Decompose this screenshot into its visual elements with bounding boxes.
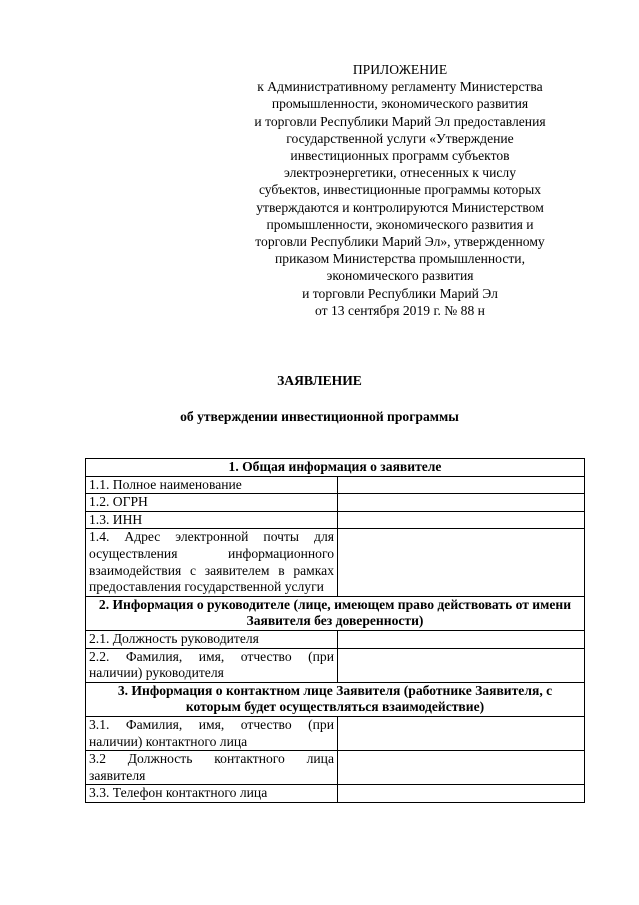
appendix-heading: ПРИЛОЖЕНИЕ [352, 62, 448, 77]
table-row [86, 751, 585, 785]
field-value-ogrn[interactable] [338, 494, 585, 512]
appendix-line: промышленности, экономического развития [271, 96, 529, 112]
appendix-line: экономического развития [326, 268, 474, 284]
appendix-block [226, 61, 574, 319]
section-header-row [86, 459, 585, 477]
field-label-contact-position: 3.2 Должность контактного лица заявителя [86, 751, 338, 785]
section-1-title: 1. Общая информация о заявителе [86, 459, 585, 477]
appendix-line: государственной услуги «Утверждение [286, 130, 514, 146]
appendix-line: утверждаются и контролируются Министерством [256, 199, 544, 215]
field-value-inn[interactable] [338, 511, 585, 529]
field-value-head-position[interactable] [338, 630, 585, 648]
table-row [86, 716, 585, 750]
field-label-head-position: 2.1. Должность руководителя [86, 630, 338, 648]
field-label-contact-phone: 3.3. Телефон контактного лица [86, 785, 338, 803]
appendix-date-line: от 13 сентября 2019 г. № 88 н [315, 302, 485, 318]
field-label-head-name: 2.2. Фамилия, имя, отчество (при наличии) руководителя [86, 648, 338, 682]
appendix-line: и торговли Республики Марий Эл [302, 285, 498, 301]
application-form-table [85, 458, 585, 803]
field-value-email[interactable] [338, 529, 585, 596]
appendix-line: промышленности, экономического развития и [266, 216, 534, 232]
table-row [86, 476, 585, 494]
appendix-line: электроэнергетики, отнесенных к числу [283, 165, 516, 181]
field-label-inn: 1.3. ИНН [86, 511, 338, 529]
document-subtitle: об утверждении инвестиционной программы [180, 409, 459, 424]
table-row [86, 511, 585, 529]
field-value-full-name[interactable] [338, 476, 585, 494]
appendix-line: и торговли Республики Марий Эл предоставления [254, 113, 546, 129]
field-value-head-name[interactable] [338, 648, 585, 682]
table-row [86, 630, 585, 648]
section-header-row [86, 682, 585, 716]
appendix-line: к Административному регламенту Министерства [257, 79, 543, 95]
table-row [86, 785, 585, 803]
field-label-full-name: 1.1. Полное наименование [86, 476, 338, 494]
field-label-contact-name: 3.1. Фамилия, имя, отчество (при наличии) контактного лица [86, 716, 338, 750]
field-label-email: 1.4. Адрес электронной почты для осуществления информационного взаимодействия с заявителем в рамках предоставления государственной услуги [86, 529, 338, 596]
field-value-contact-phone[interactable] [338, 785, 585, 803]
section-2-title: 2. Информация о руководителе (лице, имеющем право действовать от имени Заявителя без доверенности) [86, 596, 585, 630]
table-row [86, 494, 585, 512]
table-row [86, 648, 585, 682]
section-header-row [86, 596, 585, 630]
appendix-line: приказом Министерства промышленности, [275, 251, 525, 267]
appendix-line: субъектов, инвестиционные программы которых [258, 182, 542, 198]
appendix-line: инвестиционных программ субъектов [290, 148, 510, 164]
field-value-contact-name[interactable] [338, 716, 585, 750]
appendix-line: торговли Республики Марий Эл», утвержденному [255, 234, 545, 250]
table-row [86, 529, 585, 596]
document-title: ЗАЯВЛЕНИЕ [277, 373, 362, 388]
section-3-title: 3. Информация о контактном лице Заявителя (работнике Заявителя, с которым будет осуществляться взаимодействие) [86, 682, 585, 716]
field-label-ogrn: 1.2. ОГРН [86, 494, 338, 512]
field-value-contact-position[interactable] [338, 751, 585, 785]
